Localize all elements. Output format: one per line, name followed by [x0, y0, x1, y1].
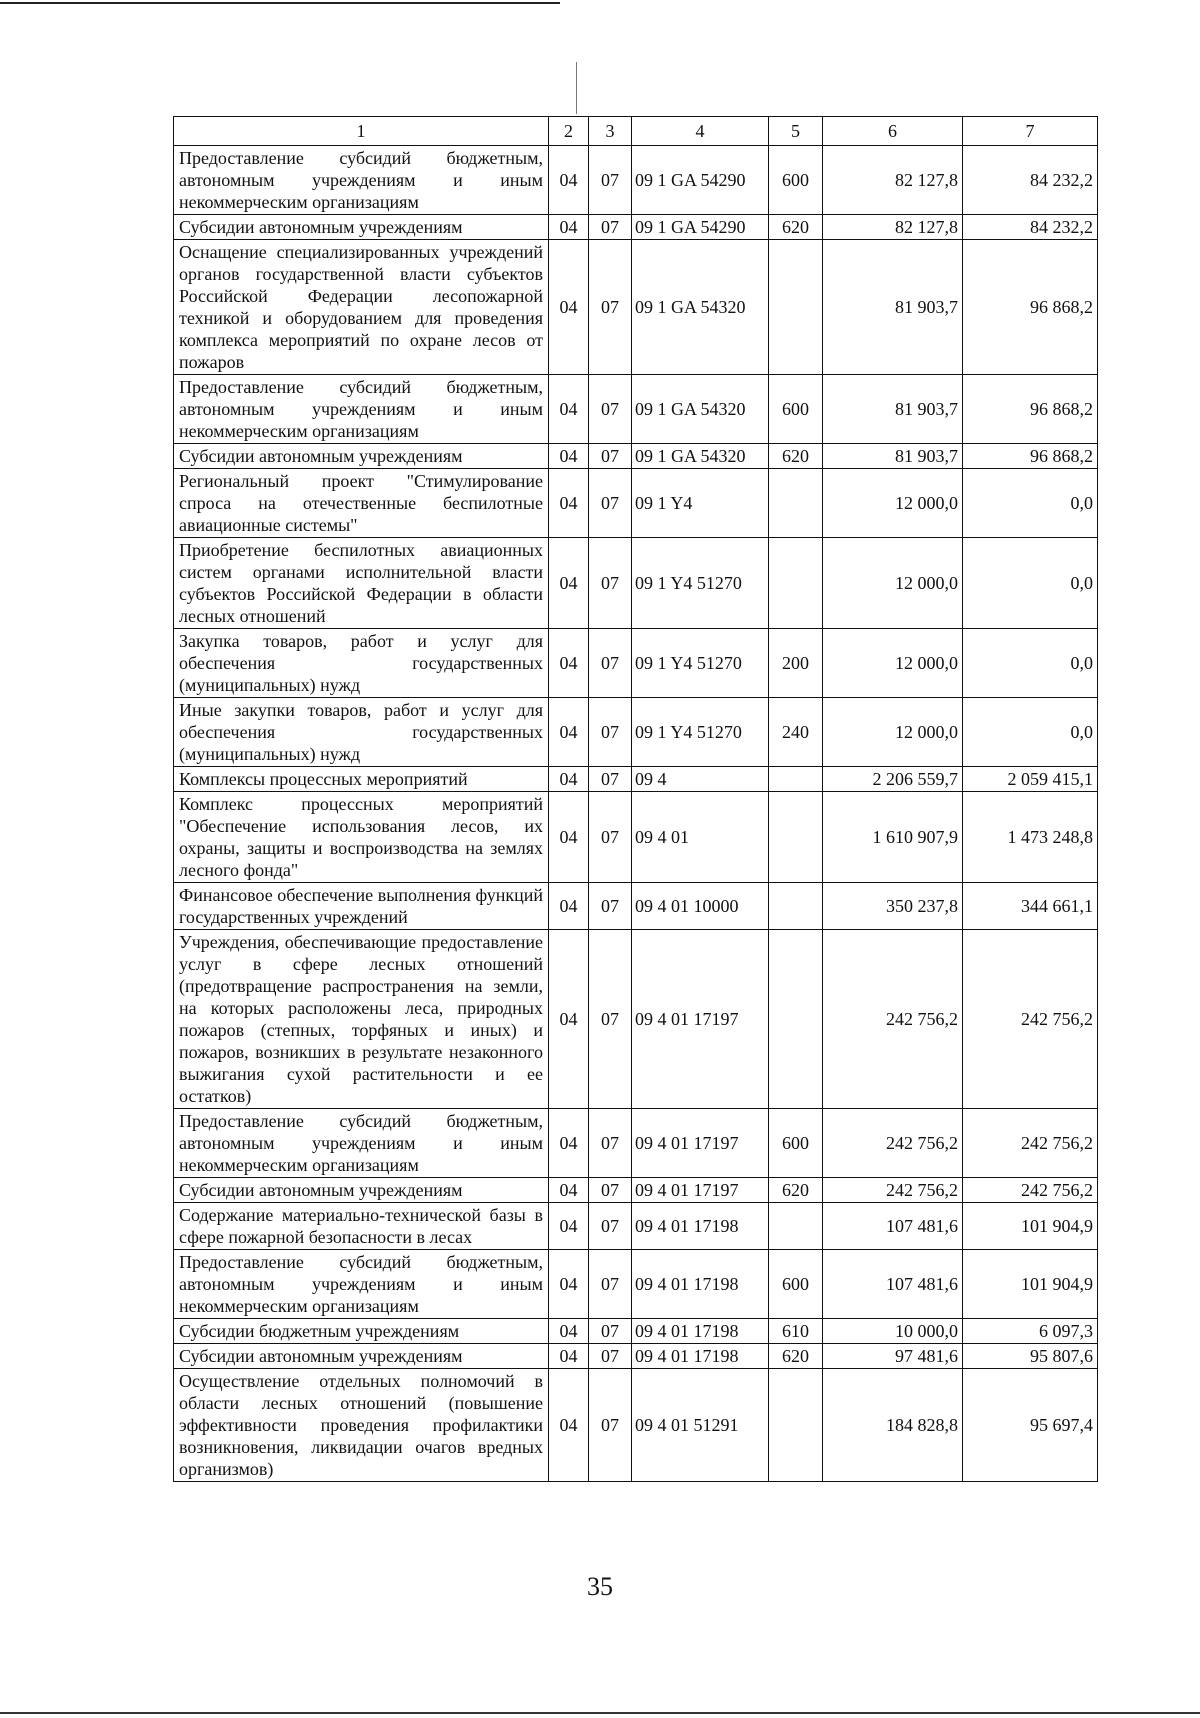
header-cell: 6: [823, 117, 963, 146]
row-name-cell: Региональный проект "Стимулирование спроса на отечественные беспилотные авиационные системы": [174, 469, 549, 538]
amount-year2-cell: 84 232,2: [963, 215, 1098, 240]
subsection-code-cell: 07: [589, 444, 632, 469]
subsection-code-cell: 07: [589, 215, 632, 240]
header-cell: 3: [589, 117, 632, 146]
amount-year1-cell: 107 481,6: [823, 1250, 963, 1319]
expense-type-cell: 600: [769, 146, 823, 215]
amount-year1-cell: 81 903,7: [823, 444, 963, 469]
table-header-row: [174, 117, 1098, 146]
section-code-cell: 04: [549, 883, 589, 930]
scan-edge-line-top: [0, 2, 560, 4]
row-name-cell: Закупка товаров, работ и услуг для обеспечения государственных (муниципальных) нужд: [174, 629, 549, 698]
amount-year1-cell: 10 000,0: [823, 1319, 963, 1344]
section-code-cell: 04: [549, 469, 589, 538]
amount-year1-cell: 2 206 559,7: [823, 767, 963, 792]
expense-type-cell: 200: [769, 629, 823, 698]
subsection-code-cell: 07: [589, 883, 632, 930]
subsection-code-cell: 07: [589, 146, 632, 215]
subsection-code-cell: 07: [589, 1109, 632, 1178]
section-code-cell: 04: [549, 1109, 589, 1178]
target-article-cell: 09 4 01 17198: [632, 1344, 769, 1369]
row-name-cell: Учреждения, обеспечивающие предоставление услуг в сфере лесных отношений (предотвращение распространения на земли, на которых расположены леса, природных пожаров (степных, торфяных и иных) и пожаров, возникших в результате незаконного выжигания сухой растительности и ее остатков): [174, 930, 549, 1109]
section-code-cell: 04: [549, 1250, 589, 1319]
subsection-code-cell: 07: [589, 375, 632, 444]
target-article-cell: 09 1 GA 54320: [632, 240, 769, 375]
target-article-cell: 09 4 01 17198: [632, 1203, 769, 1250]
row-name-cell: Комплекс процессных мероприятий "Обеспечение использования лесов, их охраны, защиты и воспроизводства на землях лесного фонда": [174, 792, 549, 883]
subsection-code-cell: 07: [589, 930, 632, 1109]
amount-year2-cell: 2 059 415,1: [963, 767, 1098, 792]
row-name-cell: Предоставление субсидий бюджетным, автономным учреждениям и иным некоммерческим организациям: [174, 1109, 549, 1178]
section-code-cell: 04: [549, 444, 589, 469]
expense-type-cell: [769, 1369, 823, 1482]
amount-year1-cell: 81 903,7: [823, 240, 963, 375]
subsection-code-cell: 07: [589, 1344, 632, 1369]
section-code-cell: 04: [549, 930, 589, 1109]
row-name-cell: Осуществление отдельных полномочий в области лесных отношений (повышение эффективности проведения профилактики возникновения, ликвидации очагов вредных организмов): [174, 1369, 549, 1482]
expense-type-cell: 620: [769, 444, 823, 469]
section-code-cell: 04: [549, 1344, 589, 1369]
target-article-cell: 09 4 01 17198: [632, 1250, 769, 1319]
section-code-cell: 04: [549, 1319, 589, 1344]
section-code-cell: 04: [549, 375, 589, 444]
amount-year1-cell: 82 127,8: [823, 215, 963, 240]
table-row: [174, 146, 1098, 215]
row-name-cell: Субсидии автономным учреждениям: [174, 444, 549, 469]
amount-year1-cell: 184 828,8: [823, 1369, 963, 1482]
subsection-code-cell: 07: [589, 767, 632, 792]
section-code-cell: 04: [549, 1203, 589, 1250]
amount-year2-cell: 242 756,2: [963, 1178, 1098, 1203]
subsection-code-cell: 07: [589, 1369, 632, 1482]
target-article-cell: 09 4 01 51291: [632, 1369, 769, 1482]
table-row: [174, 698, 1098, 767]
target-article-cell: 09 1 Y4 51270: [632, 629, 769, 698]
expense-type-cell: 620: [769, 215, 823, 240]
subsection-code-cell: 07: [589, 698, 632, 767]
expense-type-cell: [769, 930, 823, 1109]
table-row: [174, 1203, 1098, 1250]
expense-type-cell: 240: [769, 698, 823, 767]
amount-year2-cell: 96 868,2: [963, 444, 1098, 469]
target-article-cell: 09 4 01 17197: [632, 1109, 769, 1178]
target-article-cell: 09 4 01 17198: [632, 1319, 769, 1344]
target-article-cell: 09 4 01: [632, 792, 769, 883]
subsection-code-cell: 07: [589, 792, 632, 883]
table-row: [174, 215, 1098, 240]
row-name-cell: Субсидии автономным учреждениям: [174, 1178, 549, 1203]
section-code-cell: 04: [549, 1369, 589, 1482]
amount-year1-cell: 12 000,0: [823, 469, 963, 538]
table-row: [174, 792, 1098, 883]
amount-year2-cell: 0,0: [963, 469, 1098, 538]
table-row: [174, 930, 1098, 1109]
amount-year2-cell: 242 756,2: [963, 930, 1098, 1109]
target-article-cell: 09 1 GA 54320: [632, 444, 769, 469]
table-row: [174, 629, 1098, 698]
expense-type-cell: [769, 469, 823, 538]
amount-year1-cell: 242 756,2: [823, 930, 963, 1109]
amount-year1-cell: 12 000,0: [823, 698, 963, 767]
section-code-cell: 04: [549, 792, 589, 883]
table-row: [174, 1178, 1098, 1203]
target-article-cell: 09 4 01 10000: [632, 883, 769, 930]
expense-type-cell: 600: [769, 1109, 823, 1178]
amount-year2-cell: 95 697,4: [963, 1369, 1098, 1482]
expense-type-cell: [769, 538, 823, 629]
table-row: [174, 240, 1098, 375]
table-row: [174, 1319, 1098, 1344]
table-row: [174, 1250, 1098, 1319]
subsection-code-cell: 07: [589, 629, 632, 698]
subsection-code-cell: 07: [589, 240, 632, 375]
expense-type-cell: 600: [769, 375, 823, 444]
page-number: 35: [587, 1572, 613, 1601]
expense-type-cell: [769, 883, 823, 930]
row-name-cell: Предоставление субсидий бюджетным, автономным учреждениям и иным некоммерческим организациям: [174, 146, 549, 215]
row-name-cell: Иные закупки товаров, работ и услуг для обеспечения государственных (муниципальных) нужд: [174, 698, 549, 767]
amount-year1-cell: 107 481,6: [823, 1203, 963, 1250]
section-code-cell: 04: [549, 1178, 589, 1203]
scan-edge-line-bottom: [0, 1712, 1200, 1714]
expense-type-cell: 620: [769, 1178, 823, 1203]
section-code-cell: 04: [549, 146, 589, 215]
expense-type-cell: [769, 767, 823, 792]
amount-year2-cell: 101 904,9: [963, 1250, 1098, 1319]
target-article-cell: 09 4: [632, 767, 769, 792]
target-article-cell: 09 4 01 17197: [632, 1178, 769, 1203]
table-row: [174, 1344, 1098, 1369]
table-row: [174, 1109, 1098, 1178]
table-row: [174, 767, 1098, 792]
target-article-cell: 09 1 GA 54290: [632, 146, 769, 215]
amount-year2-cell: 101 904,9: [963, 1203, 1098, 1250]
amount-year1-cell: 12 000,0: [823, 538, 963, 629]
expense-type-cell: 600: [769, 1250, 823, 1319]
amount-year1-cell: 82 127,8: [823, 146, 963, 215]
amount-year1-cell: 1 610 907,9: [823, 792, 963, 883]
amount-year2-cell: 242 756,2: [963, 1109, 1098, 1178]
section-code-cell: 04: [549, 767, 589, 792]
amount-year1-cell: 350 237,8: [823, 883, 963, 930]
amount-year1-cell: 242 756,2: [823, 1109, 963, 1178]
amount-year2-cell: 95 807,6: [963, 1344, 1098, 1369]
amount-year1-cell: 242 756,2: [823, 1178, 963, 1203]
table-row: [174, 883, 1098, 930]
amount-year1-cell: 81 903,7: [823, 375, 963, 444]
row-name-cell: Содержание материально-технической базы в сфере пожарной безопасности в лесах: [174, 1203, 549, 1250]
scan-fold-mark: [576, 62, 577, 114]
subsection-code-cell: 07: [589, 1178, 632, 1203]
amount-year2-cell: 6 097,3: [963, 1319, 1098, 1344]
header-cell: 5: [769, 117, 823, 146]
row-name-cell: Комплексы процессных мероприятий: [174, 767, 549, 792]
amount-year1-cell: 12 000,0: [823, 629, 963, 698]
section-code-cell: 04: [549, 240, 589, 375]
expense-type-cell: [769, 1203, 823, 1250]
amount-year1-cell: 97 481,6: [823, 1344, 963, 1369]
row-name-cell: Субсидии автономным учреждениям: [174, 215, 549, 240]
expense-type-cell: 620: [769, 1344, 823, 1369]
amount-year2-cell: 0,0: [963, 629, 1098, 698]
target-article-cell: 09 1 Y4: [632, 469, 769, 538]
target-article-cell: 09 4 01 17197: [632, 930, 769, 1109]
amount-year2-cell: 84 232,2: [963, 146, 1098, 215]
target-article-cell: 09 1 Y4 51270: [632, 698, 769, 767]
budget-table: [173, 116, 1098, 1482]
amount-year2-cell: 1 473 248,8: [963, 792, 1098, 883]
row-name-cell: Оснащение специализированных учреждений органов государственной власти субъектов Российской Федерации лесопожарной техникой и оборудованием для проведения комплекса мероприятий по охране лесов от пожаров: [174, 240, 549, 375]
section-code-cell: 04: [549, 698, 589, 767]
header-cell: 2: [549, 117, 589, 146]
header-cell: 4: [632, 117, 769, 146]
row-name-cell: Субсидии автономным учреждениям: [174, 1344, 549, 1369]
table-row: [174, 444, 1098, 469]
amount-year2-cell: 96 868,2: [963, 240, 1098, 375]
subsection-code-cell: 07: [589, 1319, 632, 1344]
subsection-code-cell: 07: [589, 469, 632, 538]
expense-type-cell: 610: [769, 1319, 823, 1344]
row-name-cell: Предоставление субсидий бюджетным, автономным учреждениям и иным некоммерческим организациям: [174, 1250, 549, 1319]
expense-type-cell: [769, 240, 823, 375]
row-name-cell: Финансовое обеспечение выполнения функций государственных учреждений: [174, 883, 549, 930]
subsection-code-cell: 07: [589, 538, 632, 629]
header-cell: 1: [174, 117, 549, 146]
amount-year2-cell: 96 868,2: [963, 375, 1098, 444]
amount-year2-cell: 344 661,1: [963, 883, 1098, 930]
subsection-code-cell: 07: [589, 1203, 632, 1250]
section-code-cell: 04: [549, 629, 589, 698]
target-article-cell: 09 1 GA 54320: [632, 375, 769, 444]
table-row: [174, 1369, 1098, 1482]
target-article-cell: 09 1 GA 54290: [632, 215, 769, 240]
amount-year2-cell: 0,0: [963, 698, 1098, 767]
subsection-code-cell: 07: [589, 1250, 632, 1319]
table-row: [174, 538, 1098, 629]
table-row: [174, 469, 1098, 538]
section-code-cell: 04: [549, 215, 589, 240]
target-article-cell: 09 1 Y4 51270: [632, 538, 769, 629]
section-code-cell: 04: [549, 538, 589, 629]
row-name-cell: Субсидии бюджетным учреждениям: [174, 1319, 549, 1344]
row-name-cell: Предоставление субсидий бюджетным, автономным учреждениям и иным некоммерческим организациям: [174, 375, 549, 444]
table-row: [174, 375, 1098, 444]
amount-year2-cell: 0,0: [963, 538, 1098, 629]
expense-type-cell: [769, 792, 823, 883]
row-name-cell: Приобретение беспилотных авиационных систем органами исполнительной власти субъектов Российской Федерации в области лесных отношений: [174, 538, 549, 629]
header-cell: 7: [963, 117, 1098, 146]
